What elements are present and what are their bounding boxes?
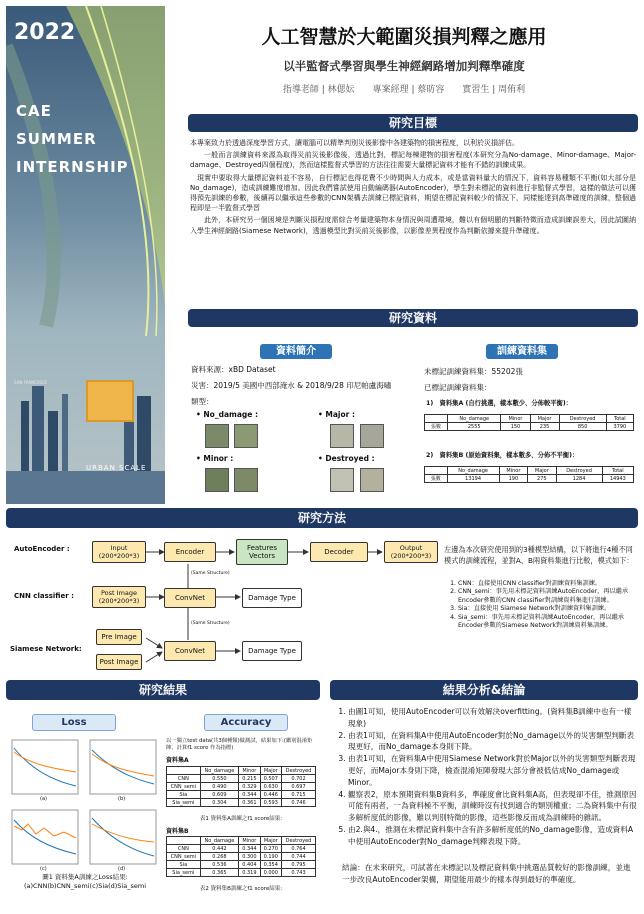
panel-label: (b) [118,796,126,802]
sample-image [330,468,354,492]
cover-year: 2022 [14,20,76,45]
col-header: Destroyed [559,415,606,423]
cell: 0.300 [239,853,260,861]
cell: 0.442 [200,845,238,853]
col-header: Minor [239,767,260,775]
col-header: Major [528,467,556,475]
analysis-heading: 結果分析&結論 [330,680,638,700]
col-header: No_damage [448,415,501,423]
sample-image [234,468,258,492]
cell: 0.329 [239,783,260,791]
sample-image [330,424,354,448]
conclusion: 結論：在未來研究，可試著在未標記以及標記資料集中挑選品質較好的影像訓練，並進一步改良AutoEncoder架構，期望能用最少的樣本得到最好的準確度。 [342,863,631,884]
cell: 0.365 [200,869,238,877]
input-box: Input (200*200*3) [92,541,146,563]
decoder-box: Decoder [310,542,368,562]
cell: 0.268 [200,853,238,861]
goal-heading: 研究目標 [188,114,638,132]
cell: 0.344 [239,845,260,853]
cell: 850 [559,423,606,431]
tableB-caption: 表2 資料集B訓練之f1 score結果: [199,886,283,892]
convnet-box-2: ConvNet [164,641,216,661]
mode-item: 2. CNN_semi：事先用未標記資料訓練AutoEncoder，再以繼承Encoder參數的CNN classifier對訓練資料集進行訓練。 [458,588,636,605]
goal-p3: 現實中要取得大量標記資料並不容易，自行標記也得花費不少時間與人力成本，或是當資料量大的情況下，資料容易種類不平衡(如大部分是No_damage)，造成訓練難度增加。因此我們嘗試使用自動編碼器(AutoEncoder)，學生對未標記的資料進行非監督式學習，這樣的做法可以獲得預先訓練的參數，後續再以繼承這些參數的CNN架構去訓練已標記資料，期望在標記資料較少的情況下，同樣能達到高準確度的訓練，整個過程即是一半監督式學習 [190,173,636,213]
method-heading: 研究方法 [6,508,638,528]
setA-label: 資料集A [166,757,189,764]
setA-table [424,414,634,431]
row-label: Sia [167,791,201,799]
cell: 0.630 [260,783,281,791]
cell: 0.507 [260,775,281,783]
cell: 0.764 [281,845,315,853]
mode-list [444,580,636,630]
row-label: Sia_semi [167,869,201,877]
col-header: No_damage [447,467,499,475]
same-structure-label: (Same Structure) [191,621,230,626]
setA-title: 1) 資料集A (自行挑選，樣本數少、分佈較平衡)： [426,400,573,407]
sample-image [360,468,384,492]
row-label: 張數 [425,475,448,483]
col-header: Total [602,467,633,475]
cell: 0.697 [281,783,315,791]
cell: 3790 [606,423,633,431]
f1-table-B [166,836,316,877]
analysis-item: 1. 由圖1可知，使用AutoEncoder可以有效解決overfitting。(資料集B訓練中也有一樣現象) [348,706,638,730]
tableA-caption: 表1 資料集A訓練之f1 score結果: [199,816,283,822]
cell: 0.215 [239,775,260,783]
loss-plots [10,738,160,878]
features-box: Features Vectors [236,539,288,565]
cell: 0.715 [281,791,315,799]
cell: 0.361 [239,799,260,807]
cell: 0.190 [260,853,281,861]
cell: 1284 [556,475,602,483]
f1-table-A [166,766,316,807]
row-label: CNN_semi [167,783,201,791]
setB-label: 資料集B [166,828,189,835]
col-header: Destroyed [556,467,602,475]
col-header: Minor [239,837,260,845]
cell: 0.744 [281,853,315,861]
cnn-label: CNN classifier : [14,592,74,600]
cover-sign: SAN FRANCISCO [14,380,47,385]
convnet-box: ConvNet [164,588,216,608]
analysis-item: 3. 由表1可知，在資料集A中使用Siamese Network對於Major以外的災害類型判斷表現更好，而Major本身則下降，檢查混淆矩陣發現大部分會被低估成No_damage或Minor。 [348,753,638,788]
cover-panel [6,6,165,504]
cover-title-2: SUMMER [16,130,97,148]
damage-box: Damage Type [242,588,302,608]
cell: 0.446 [260,791,281,799]
goal-text [190,138,636,236]
same-structure-label: (Same Structure) [191,571,230,576]
data-intro-label: 資料簡介 [260,344,332,359]
analysis-item: 5. 由2.與4.，推測在未標記資料集中含有許多解析度低的No_damage影像，造成資料A中使用AutoEncoder對No_damage判釋表現下降。 [348,824,638,848]
damage-box-2: Damage Type [242,641,302,661]
authors: 指導老師 | 林偲妘 專案經理 | 蔡昉容 實習生 | 周侑利 [282,85,526,95]
class-major: • Major : [318,410,355,419]
cell: 14943 [602,475,633,483]
class-label: No_damage : [203,410,258,419]
cell: 0.536 [200,861,238,869]
cell: 0.593 [260,799,281,807]
cell: 0.609 [200,791,238,799]
col-header: No_damage [200,837,238,845]
row-label: 張數 [425,423,448,431]
cell: 0.743 [281,869,315,877]
cell: 190 [499,475,528,483]
data-disaster: 災害：2019/5 美國中西部淹水 & 2018/9/28 印尼帕盧海嘯 [191,381,392,390]
mode-item: 1. CNN：直接使用CNN classifier對訓練資料集訓練。 [458,580,636,588]
mode-item: 4. Sia_semi：事先用未標記資料訓練AutoEncoder，再以繼承Encoder參數的Siamese Network對訓練資料集訓練。 [458,614,636,631]
loss-label: Loss [32,714,116,731]
cell: 0.354 [260,861,281,869]
col-header: Minor [501,415,530,423]
cell: 0.000 [260,869,281,877]
cell: 0.550 [200,775,238,783]
cell: 0.490 [200,783,238,791]
col-header: Major [530,415,559,423]
cell: 0.270 [260,845,281,853]
poster-title: 人工智慧於大範圍災損判釋之應用 [261,26,547,48]
cover-title-3: INTERNSHIP [16,158,129,176]
analysis-item: 4. 觀察表2，原本預期資料集B資料多，準確度會比資料集A高，但表現卻不佳，推測原因可能有兩者，一為資料極不平衡，訓練時沒有找到適合的類別權重；二為資料集中有很多解析度低的影像，難以判別特徵的影像，這些影像反而成為訓練時的雜訊。 [348,789,638,824]
cell: 0.404 [239,861,260,869]
class-destroyed: • Destroyed : [318,454,375,463]
train-label: 訓練資料集 [486,344,558,359]
class-label: Destroyed : [325,454,375,463]
mode-item: 3. Sia：直接使用 Siamese Network對訓練資料集訓練。 [458,605,636,613]
accuracy-label: Accuracy [204,714,288,731]
goal-p1: 本專案致力於透過深度學習方式，讓電腦可以精準判別災後影像中各建築物的損害程度，以利於災損評估。 [190,139,519,147]
cover-illustration [6,6,165,504]
cell: 0.746 [281,799,315,807]
data-category: 類型： [191,397,214,406]
cell: 275 [528,475,556,483]
cell: 150 [501,423,530,431]
setB-table [424,466,634,483]
row-label: CNN_semi [167,853,201,861]
row-label: Sia [167,861,201,869]
data-source: 資料來源：xBD Dataset [191,365,276,374]
ae-label: AutoEncoder : [14,545,70,553]
post-image-box: Post Image (200*200*3) [92,586,146,608]
data-heading: 研究資料 [188,309,638,327]
col-header: No_damage [200,767,238,775]
sample-image [234,424,258,448]
fig-sub: (a)CNN(b)CNN_semi(c)Sia(d)Sia_semi [24,882,146,890]
cell: 13194 [447,475,499,483]
col-header: Destroyed [281,837,315,845]
class-label: Major : [325,410,355,419]
col-header: Major [260,837,281,845]
siam-label: Siamese Network: [10,645,82,653]
building-logo [86,380,134,422]
pre-image-box: Pre Image [96,629,142,645]
class-no-damage: • No_damage : [196,410,258,419]
row-label: CNN [167,845,201,853]
analysis-item: 2. 由表1可知，在資料集A中使用AutoEncoder對於No_damage以外的災害類型判斷表現更好，而No_damage本身則下降。 [348,730,638,754]
results-heading: 研究結果 [6,680,320,700]
cell: 0.344 [239,791,260,799]
col-header: Major [260,767,281,775]
sample-image [205,424,229,448]
panel-label: (a) [40,796,47,802]
fig-caption: 圖1 資料集A訓練之Loss結果: [42,873,128,881]
row-label: Sia_semi [167,799,201,807]
goal-p4: 此外，本研究另一個困境是判斷災損程度需綜合考量建築物本身情況與周遭環境，難以有個明顯的判斷特徵而造成訓練誤差大，因此試圖納入學生神經網路(Siamese Network)，透過模型比對災前災後影像，以影像差異程度作為判斷依據來提升準確度。 [190,216,636,235]
sample-image [205,468,229,492]
cell: 0.795 [281,861,315,869]
unlabeled-count: 未標記訓練資料集：55202張 [424,367,523,376]
cell: 235 [530,423,559,431]
post-image-box-2: Post Image [96,654,142,670]
encoder-box: Encoder [164,542,216,562]
col-header: Minor [499,467,528,475]
poster-subtitle: 以半監督式學習與學生神經網路增加判釋準確度 [283,59,525,73]
setB-title: 2) 資料集B (原始資料集，樣本數多、分佈不平衡)： [426,452,579,459]
cell: 0.304 [200,799,238,807]
analysis-list [332,706,638,848]
col-header: Destroyed [281,767,315,775]
goal-p2: 一般而言訓練資料來源為取得災前災後影像後，透過比對，標記每棟建物的損害程度(本研究分為No-damage、Minor-damage、Major-damage、Destroyed四個程度)，然而這樣監督式學習的方法往往需要大量標記資料才能有不錯的訓練成果。 [190,151,636,170]
labeled-title: 已標記訓練資料集： [424,383,492,392]
cover-caption: URBAN SCALE [86,464,147,472]
col-header: Total [606,415,633,423]
panel-label: (d) [118,866,126,872]
panel-label: (c) [40,866,47,872]
cell: 0.319 [239,869,260,877]
cell: 0.702 [281,775,315,783]
output-box: Output (200*200*3) [384,541,438,563]
class-minor: • Minor : [196,454,234,463]
cover-title-1: CAE [16,102,52,120]
cell: 2555 [448,423,501,431]
acc-intro: 以一獨立test data(共3個種類)做測試，結果如下:(鑑別混淆矩陣，計算f1 score 作為指標) [166,738,313,751]
sample-image [360,424,384,448]
class-label: Minor : [203,454,234,463]
method-desc: 左邊為本次研究使用到的3種模型結構，以下將進行4種不同模式的訓練流程，並對A、B兩資料集進行比較，模式如下： [444,545,634,565]
row-label: CNN [167,775,201,783]
